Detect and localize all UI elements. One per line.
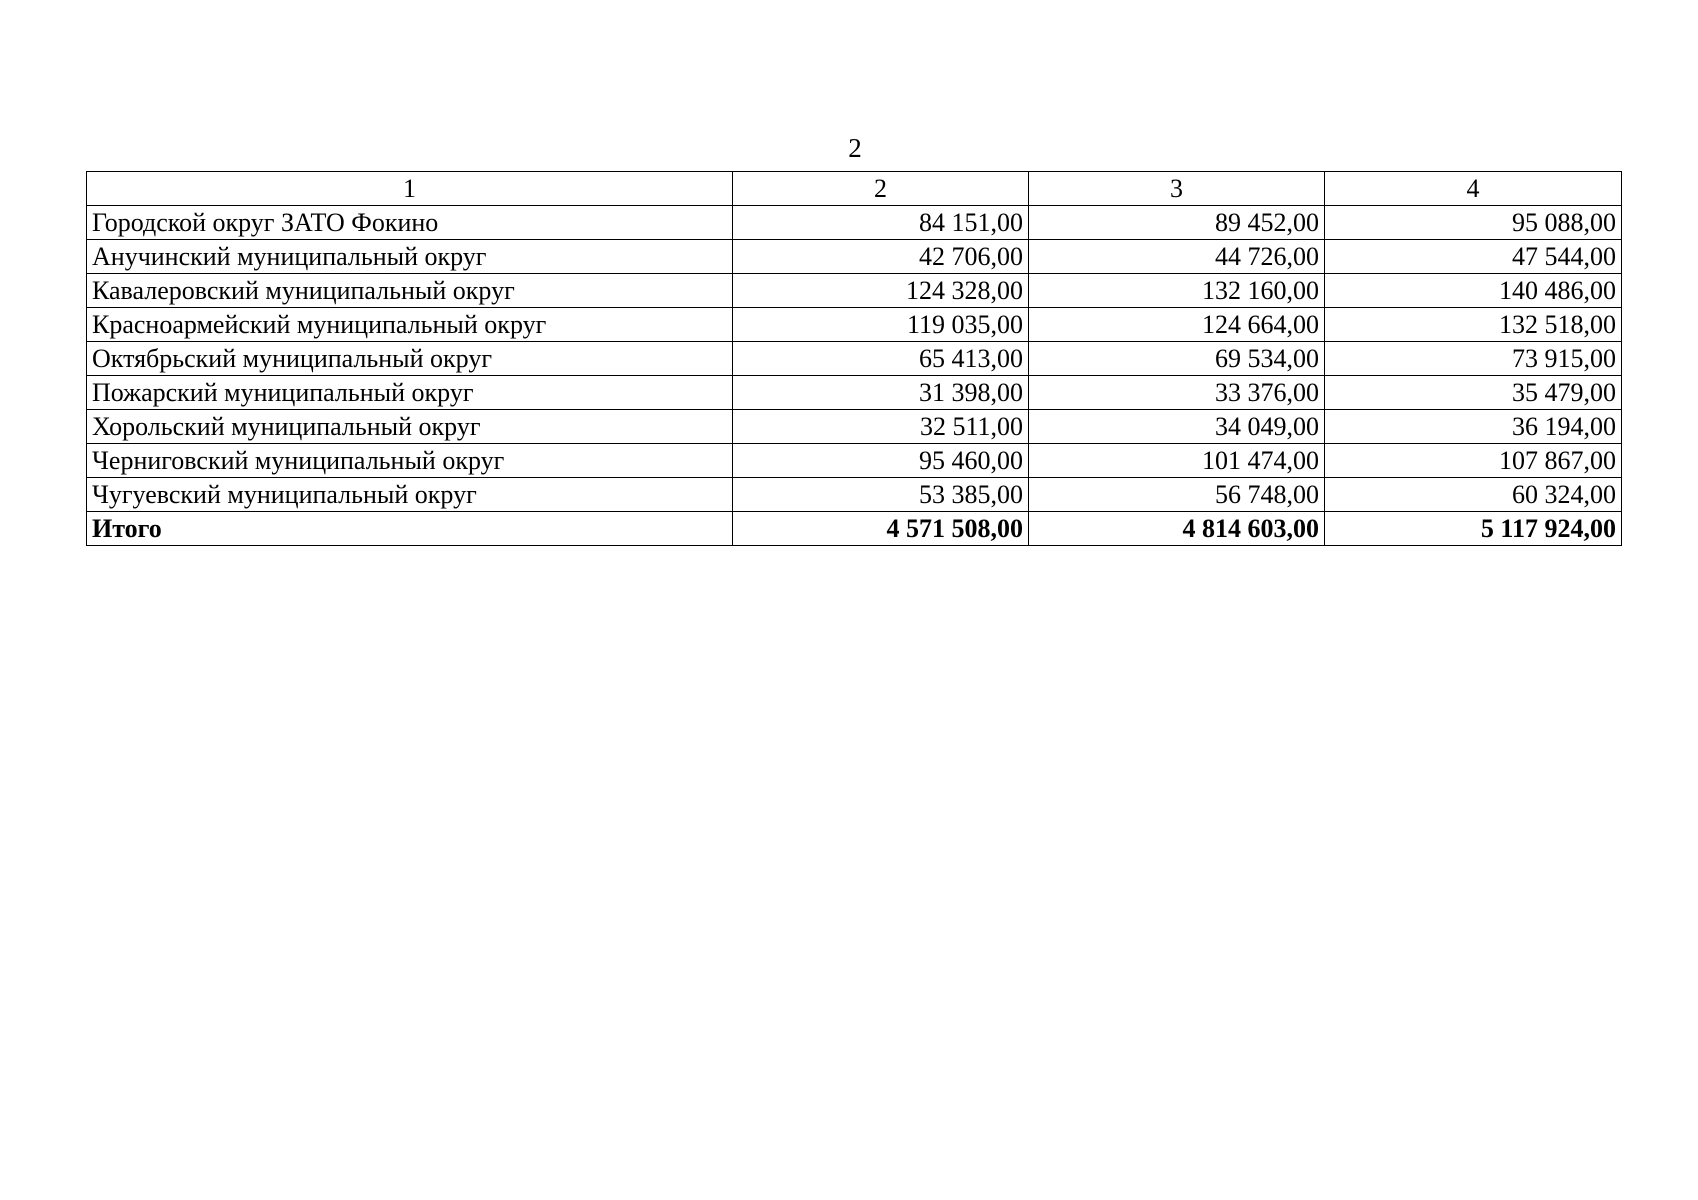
row-label: Черниговский муниципальный округ (87, 444, 733, 478)
row-label: Чугуевский муниципальный округ (87, 478, 733, 512)
row-value: 95 088,00 (1325, 206, 1622, 240)
row-value: 73 915,00 (1325, 342, 1622, 376)
row-label: Анучинский муниципальный округ (87, 240, 733, 274)
row-value: 124 664,00 (1029, 308, 1325, 342)
row-value: 84 151,00 (733, 206, 1029, 240)
table-row (87, 274, 1622, 308)
total-value: 5 117 924,00 (1325, 512, 1622, 546)
row-label: Городской округ ЗАТО Фокино (87, 206, 733, 240)
row-value: 32 511,00 (733, 410, 1029, 444)
table-row (87, 342, 1622, 376)
row-value: 119 035,00 (733, 308, 1029, 342)
row-value: 124 328,00 (733, 274, 1029, 308)
row-label: Кавалеровский муниципальный округ (87, 274, 733, 308)
row-value: 56 748,00 (1029, 478, 1325, 512)
table-row (87, 444, 1622, 478)
column-header: 2 (733, 172, 1029, 206)
row-value: 95 460,00 (733, 444, 1029, 478)
page-number: 2 (848, 133, 862, 163)
row-value: 60 324,00 (1325, 478, 1622, 512)
row-label: Хорольский муниципальный округ (87, 410, 733, 444)
column-header: 4 (1325, 172, 1622, 206)
column-header: 3 (1029, 172, 1325, 206)
table-row (87, 410, 1622, 444)
row-value: 44 726,00 (1029, 240, 1325, 274)
total-label: Итого (87, 512, 733, 546)
total-row (87, 512, 1622, 546)
total-value: 4 571 508,00 (733, 512, 1029, 546)
table-row (87, 240, 1622, 274)
table-row (87, 308, 1622, 342)
row-value: 69 534,00 (1029, 342, 1325, 376)
row-label: Пожарский муниципальный округ (87, 376, 733, 410)
row-value: 42 706,00 (733, 240, 1029, 274)
row-value: 31 398,00 (733, 376, 1029, 410)
row-value: 101 474,00 (1029, 444, 1325, 478)
row-value: 132 518,00 (1325, 308, 1622, 342)
row-value: 33 376,00 (1029, 376, 1325, 410)
row-value: 140 486,00 (1325, 274, 1622, 308)
row-value: 132 160,00 (1029, 274, 1325, 308)
data-table (86, 171, 1622, 546)
table-row (87, 478, 1622, 512)
row-value: 35 479,00 (1325, 376, 1622, 410)
table-row (87, 376, 1622, 410)
row-value: 107 867,00 (1325, 444, 1622, 478)
column-header: 1 (87, 172, 733, 206)
row-value: 36 194,00 (1325, 410, 1622, 444)
table-header-row (87, 172, 1622, 206)
row-value: 47 544,00 (1325, 240, 1622, 274)
total-value: 4 814 603,00 (1029, 512, 1325, 546)
table-row (87, 206, 1622, 240)
row-value: 53 385,00 (733, 478, 1029, 512)
row-value: 89 452,00 (1029, 206, 1325, 240)
row-label: Октябрьский муниципальный округ (87, 342, 733, 376)
row-value: 34 049,00 (1029, 410, 1325, 444)
row-label: Красноармейский муниципальный округ (87, 308, 733, 342)
row-value: 65 413,00 (733, 342, 1029, 376)
